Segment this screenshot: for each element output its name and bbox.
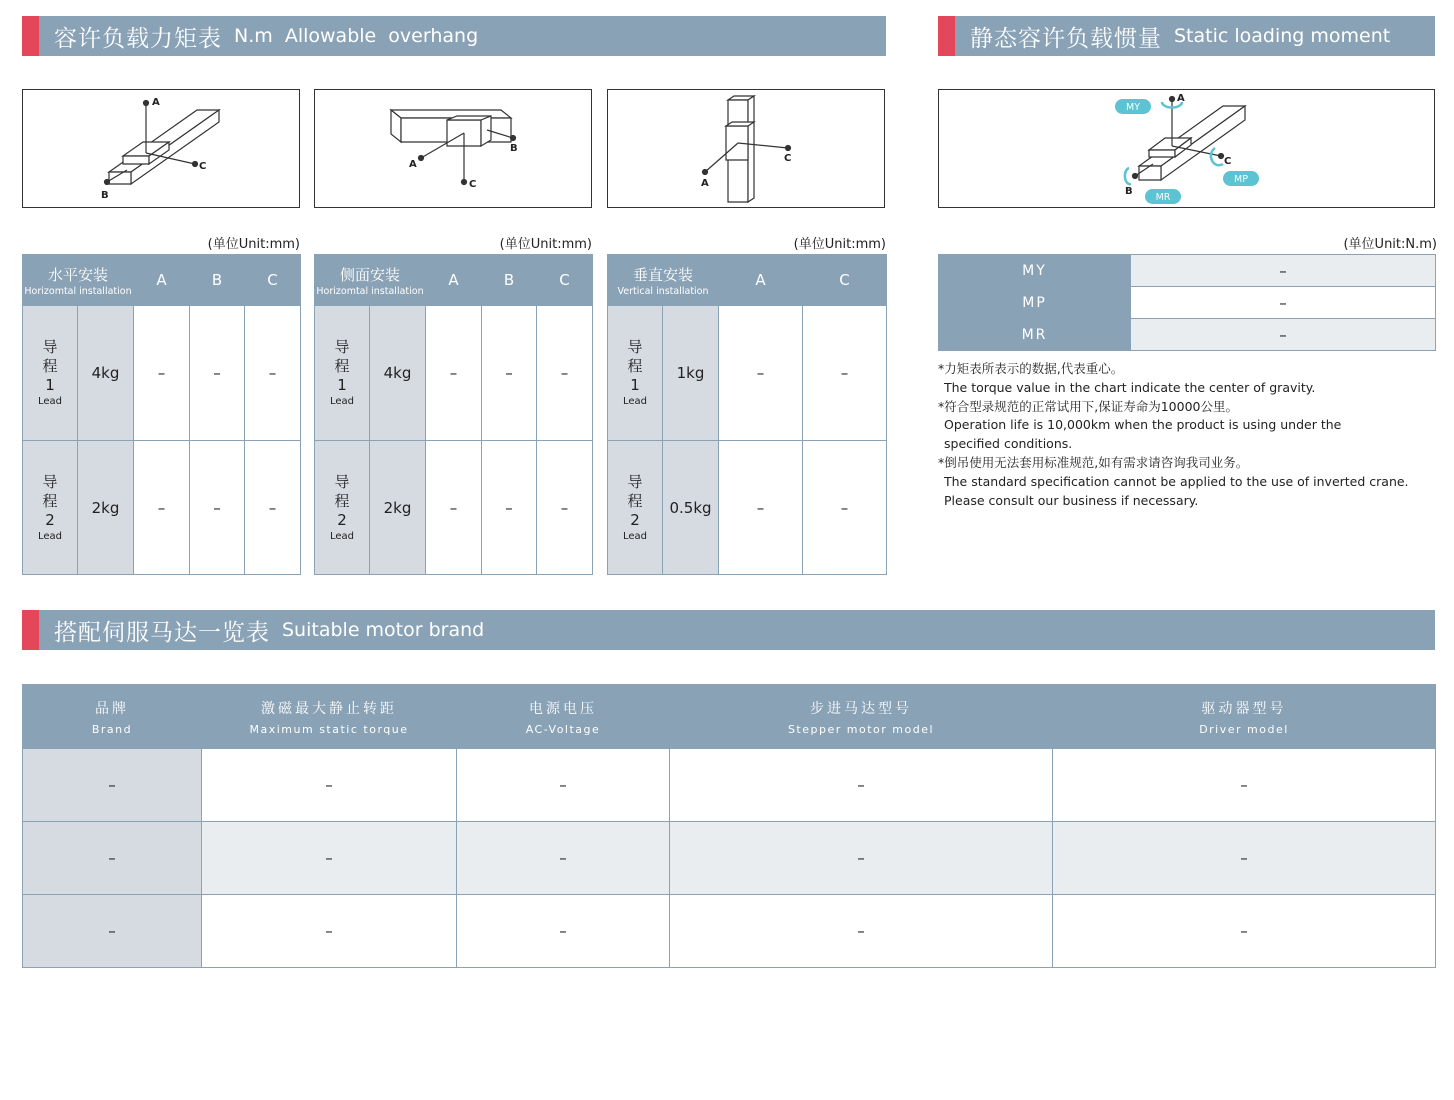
- static-title-en: Static loading moment: [1174, 25, 1391, 47]
- torque-cell: –: [202, 749, 457, 822]
- note-line: Operation life is 10,000km when the product is using under the: [944, 417, 1342, 433]
- horizontal-title-cn: 水平安装: [47, 265, 108, 284]
- value-c: –: [245, 441, 301, 575]
- static-title-cn: 静态容许负载惯量: [970, 25, 1162, 52]
- value-a: –: [134, 441, 190, 575]
- lead-cell: [23, 441, 78, 575]
- value-c: –: [537, 306, 593, 441]
- lead-char: 导: [42, 338, 58, 356]
- overhang-title-en: N.m Allowable overhang: [234, 25, 479, 47]
- note-line: *符合型录规范的正常试用下,保证寿命为10000公里。: [938, 398, 1238, 414]
- label-mp: MP: [1234, 174, 1248, 185]
- note-line: The standard specification cannot be applied to the use of inverted crane.: [944, 473, 1409, 489]
- col-header-a: A: [719, 255, 803, 306]
- vertical-diagram-drawing: [608, 90, 886, 209]
- value-b: –: [482, 441, 537, 575]
- moment-diagram: [938, 89, 1435, 208]
- note-line: specified conditions.: [944, 436, 1073, 452]
- lead-number: 2: [337, 510, 347, 529]
- header-cn: 品牌: [95, 700, 129, 717]
- col-header-c: C: [245, 255, 301, 306]
- label-c: C: [199, 161, 207, 172]
- torque-cell: –: [202, 822, 457, 895]
- horizontal-diagram: [22, 89, 300, 208]
- side-title-cn: 侧面安装: [339, 265, 400, 284]
- load-value: 4kg: [370, 306, 426, 441]
- load-value: 4kg: [78, 306, 134, 441]
- load-value: 2kg: [78, 441, 134, 575]
- moment-label: MY: [939, 255, 1131, 287]
- lead-en: Lead: [37, 530, 63, 542]
- banner-accent: [938, 16, 955, 56]
- lead-char: 程: [627, 357, 643, 375]
- overhang-title-cn: 容许负载力矩表: [54, 25, 222, 52]
- lead-char: 导: [42, 472, 58, 491]
- lead-cell: [608, 441, 663, 575]
- value-b: –: [190, 441, 245, 575]
- label-a: A: [1177, 93, 1185, 104]
- header-en: Maximum static torque: [249, 722, 409, 736]
- lead-en: Lead: [622, 530, 648, 542]
- header-torque: [202, 685, 457, 749]
- header-en: Driver model: [1199, 722, 1289, 736]
- unit-label-vertical: (单位Unit:mm): [793, 237, 886, 252]
- load-value: 1kg: [663, 306, 719, 441]
- header-motor-model: [670, 685, 1053, 749]
- value-a: –: [719, 306, 803, 441]
- notes: [938, 360, 1435, 510]
- col-header-b: B: [190, 255, 245, 306]
- moment-label: MP: [939, 287, 1131, 319]
- motor-title-en: Suitable motor brand: [282, 619, 485, 641]
- side-diagram-drawing: [315, 90, 593, 209]
- lead-char: 程: [334, 491, 350, 510]
- moment-value: –: [1131, 287, 1436, 319]
- value-c: –: [245, 306, 301, 441]
- col-header-a: A: [134, 255, 190, 306]
- motor-banner: [22, 610, 1435, 650]
- header-en: Stepper motor model: [787, 722, 935, 736]
- lead-char: 程: [42, 491, 58, 510]
- lead-number: 1: [337, 376, 347, 394]
- moment-value: –: [1131, 255, 1436, 287]
- header-cn: 步进马达型号: [810, 700, 912, 717]
- unit-label-side: (单位Unit:mm): [499, 237, 592, 252]
- brand-cell: –: [23, 895, 202, 968]
- brand-cell: –: [23, 822, 202, 895]
- value-a: –: [426, 306, 482, 441]
- vertical-title-en: Vertical installation: [617, 285, 709, 297]
- label-a: A: [701, 178, 709, 189]
- lead-number: 1: [45, 376, 55, 394]
- lead-en: Lead: [329, 530, 355, 542]
- note-line: *力矩表所表示的数据,代表重心。: [938, 361, 1124, 376]
- header-cn: 激磁最大静止转距: [261, 700, 397, 717]
- label-b: B: [101, 190, 109, 201]
- header-en: Brand: [91, 722, 133, 736]
- side-title: [315, 255, 426, 306]
- voltage-cell: –: [457, 822, 670, 895]
- lead-number: 1: [630, 376, 640, 394]
- moment-label: MR: [939, 319, 1131, 351]
- vertical-diagram: [607, 89, 885, 208]
- label-b: B: [510, 143, 518, 154]
- vertical-title-cn: 垂直安装: [633, 265, 694, 284]
- label-my: MY: [1126, 102, 1140, 113]
- lead-en: Lead: [37, 396, 63, 407]
- header-voltage: [457, 685, 670, 749]
- lead-char: 导: [627, 338, 643, 356]
- load-value: 0.5kg: [663, 441, 719, 575]
- lead-char: 导: [334, 338, 350, 356]
- banner-accent: [22, 610, 39, 650]
- unit-label-moment: (单位Unit:N.m): [1343, 237, 1437, 252]
- note-line: The torque value in the chart indicate the center of gravity.: [944, 379, 1316, 395]
- lead-number: 2: [45, 510, 55, 529]
- value-a: –: [426, 441, 482, 575]
- label-b: B: [1125, 186, 1133, 197]
- banner-accent: [22, 16, 39, 56]
- horizontal-load-table: [22, 254, 301, 575]
- label-c: C: [469, 179, 477, 190]
- moment-diagram-drawing: [939, 90, 1436, 209]
- horizontal-title-en: Horizomtal installation: [24, 285, 132, 297]
- driver-model-cell: –: [1053, 749, 1436, 822]
- label-c: C: [1224, 156, 1232, 167]
- lead-char: 程: [334, 357, 350, 375]
- note-line: *倒吊使用无法套用标准规范,如有需求请咨询我司业务。: [938, 454, 1249, 470]
- lead-char: 导: [334, 472, 350, 491]
- motor-model-cell: –: [670, 749, 1053, 822]
- header-driver-model: [1053, 685, 1436, 749]
- lead-number: 2: [630, 510, 640, 529]
- side-load-table: [314, 254, 593, 575]
- moment-table: [938, 254, 1436, 351]
- motor-model-cell: –: [670, 895, 1053, 968]
- driver-model-cell: –: [1053, 822, 1436, 895]
- value-a: –: [134, 306, 190, 441]
- driver-model-cell: –: [1053, 895, 1436, 968]
- horizontal-diagram-drawing: [23, 90, 301, 209]
- label-mr: MR: [1155, 192, 1171, 203]
- brand-cell: –: [23, 749, 202, 822]
- col-header-c: C: [537, 255, 593, 306]
- voltage-cell: –: [457, 895, 670, 968]
- lead-en: Lead: [329, 396, 355, 407]
- note-line: Please consult our business if necessary.: [944, 492, 1199, 508]
- lead-char: 程: [627, 491, 643, 510]
- value-c: –: [803, 306, 887, 441]
- label-a: A: [409, 159, 417, 170]
- load-value: 2kg: [370, 441, 426, 575]
- lead-char: 导: [627, 472, 643, 491]
- torque-cell: –: [202, 895, 457, 968]
- static-banner: [938, 16, 1435, 56]
- lead-cell: [608, 306, 663, 441]
- lead-cell: [23, 306, 78, 441]
- value-c: –: [537, 441, 593, 575]
- side-diagram: [314, 89, 592, 208]
- value-a: –: [719, 441, 803, 575]
- vertical-load-table: [607, 254, 887, 575]
- label-a: A: [152, 97, 160, 108]
- lead-en: Lead: [622, 396, 648, 407]
- motor-title-cn: 搭配伺服马达一览表: [54, 619, 270, 646]
- motor-table: [22, 684, 1436, 968]
- motor-model-cell: –: [670, 822, 1053, 895]
- unit-label-horizontal: (单位Unit:mm): [207, 237, 300, 252]
- voltage-cell: –: [457, 749, 670, 822]
- col-header-b: B: [482, 255, 537, 306]
- label-c: C: [784, 153, 792, 164]
- value-c: –: [803, 441, 887, 575]
- header-cn: 电源电压: [529, 700, 597, 717]
- horizontal-title: [23, 255, 134, 306]
- value-b: –: [482, 306, 537, 441]
- col-header-a: A: [426, 255, 482, 306]
- header-cn: 驱动器型号: [1201, 700, 1287, 717]
- lead-cell: [315, 306, 370, 441]
- col-header-c: C: [803, 255, 887, 306]
- lead-cell: [315, 441, 370, 575]
- vertical-title: [608, 255, 719, 306]
- lead-char: 程: [42, 357, 58, 375]
- header-en: AC-Voltage: [525, 722, 601, 736]
- side-title-en: Horizomtal installation: [316, 285, 424, 297]
- overhang-banner: [22, 16, 886, 56]
- header-brand: [23, 685, 202, 749]
- moment-value: –: [1131, 319, 1436, 351]
- value-b: –: [190, 306, 245, 441]
